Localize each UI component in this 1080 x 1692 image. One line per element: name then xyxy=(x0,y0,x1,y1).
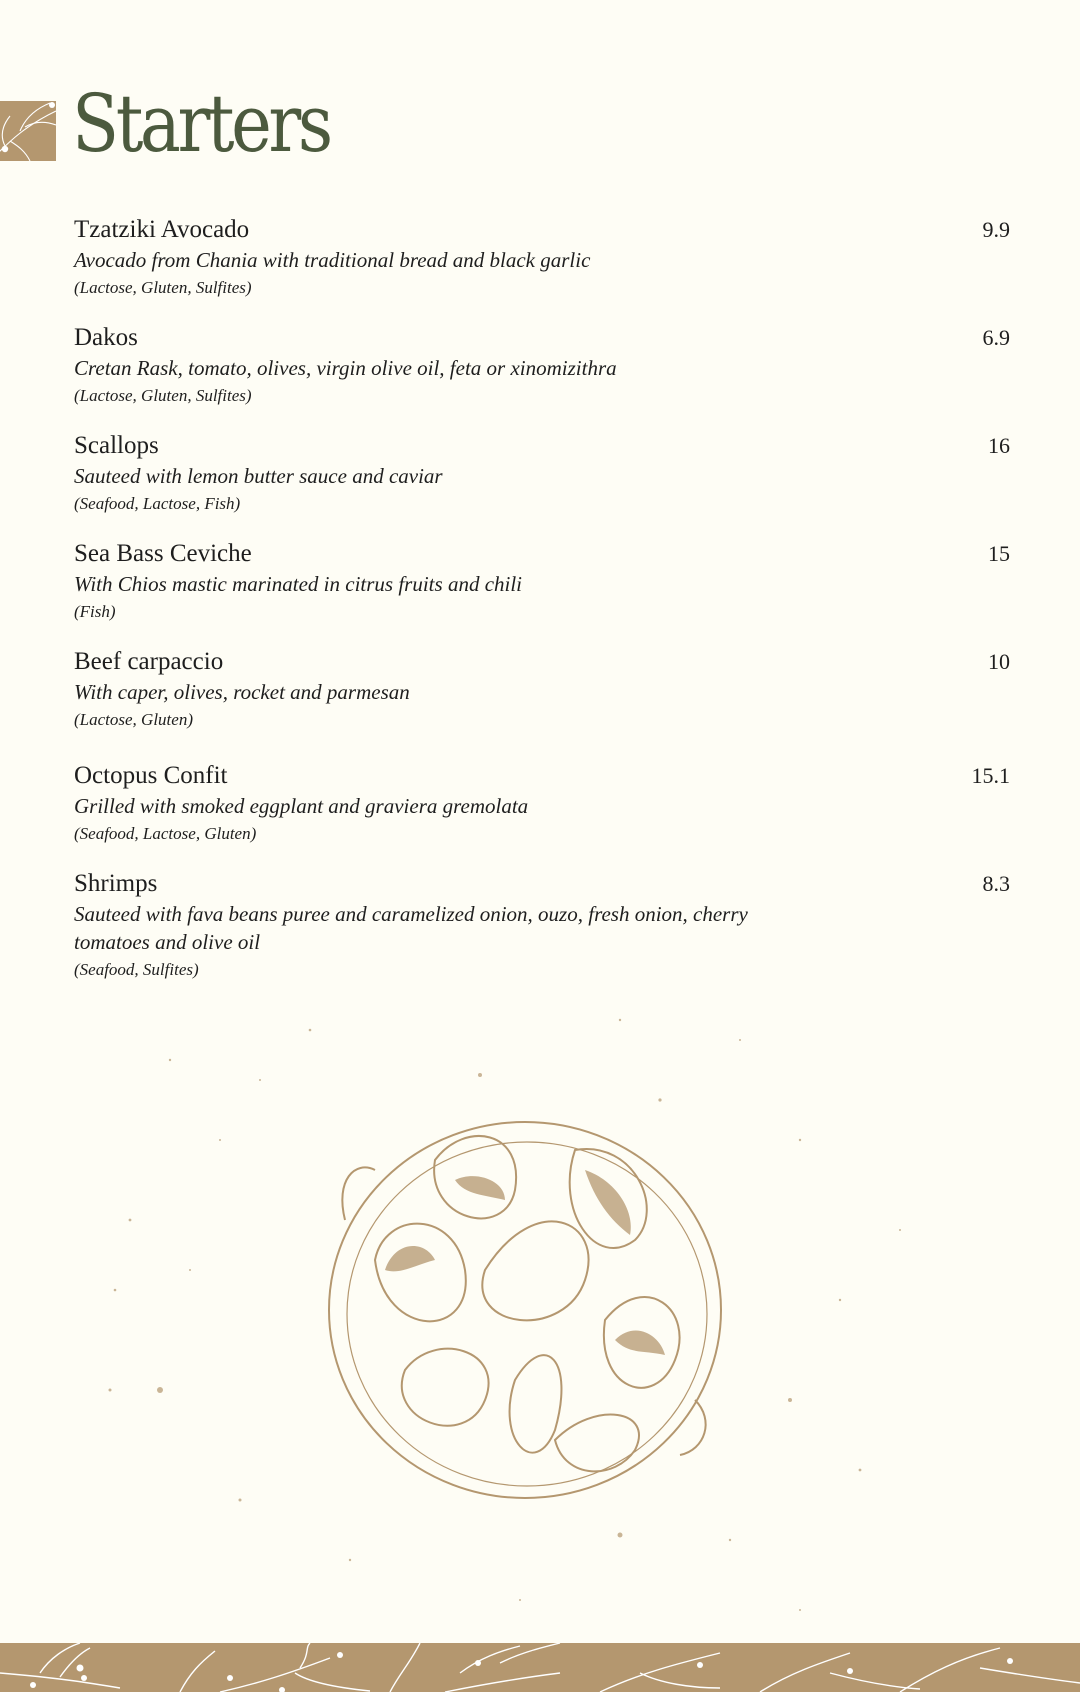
item-name: Beef carpaccio xyxy=(74,648,224,675)
menu-item xyxy=(74,214,1010,322)
item-description: Avocado from Chania with traditional bread and black garlic xyxy=(74,248,591,272)
item-description: Grilled with smoked eggplant and graviera gremolata xyxy=(74,794,529,818)
item-allergens: (Lactose, Gluten, Sulfites) xyxy=(74,278,252,297)
item-name: Shrimps xyxy=(74,870,158,897)
item-price: 8.3 xyxy=(982,871,1010,896)
item-name: Scallops xyxy=(74,432,159,459)
menu-item xyxy=(74,430,1010,538)
item-name: Tzatziki Avocado xyxy=(74,216,250,243)
menu-item xyxy=(74,538,1010,646)
footer-leaf-band xyxy=(0,1643,1080,1692)
menu-item xyxy=(74,322,1010,430)
item-description: With Chios mastic marinated in citrus fruits and chili xyxy=(74,572,523,596)
page-title: Starters xyxy=(72,77,330,170)
item-description: Sauteed with fava beans puree and caramelized onion, ouzo, fresh onion, cherry tomatoes and olive oil xyxy=(74,902,748,954)
item-name: Sea Bass Ceviche xyxy=(74,540,252,567)
item-price: 9.9 xyxy=(982,217,1010,242)
item-price: 15 xyxy=(988,541,1010,566)
item-name: Dakos xyxy=(74,324,138,351)
menu-item xyxy=(74,646,1010,760)
item-allergens: (Seafood, Lactose, Fish) xyxy=(74,494,241,513)
item-allergens: (Seafood, Lactose, Gluten) xyxy=(74,824,257,843)
item-allergens: (Seafood, Sulfites) xyxy=(74,960,199,979)
item-price: 10 xyxy=(988,649,1010,674)
item-name: Octopus Confit xyxy=(74,762,228,789)
item-description: Sauteed with lemon butter sauce and caviar xyxy=(74,464,443,488)
leaf-branch-pattern xyxy=(0,1643,1080,1692)
item-description: With caper, olives, rocket and parmesan xyxy=(74,680,410,704)
item-allergens: (Lactose, Gluten, Sulfites) xyxy=(74,386,252,405)
leaf-branch-icon xyxy=(0,101,56,161)
mussels-pot-illustration xyxy=(315,1100,735,1520)
menu-item xyxy=(74,868,1010,983)
title-ornament xyxy=(0,101,56,161)
item-allergens: (Fish) xyxy=(74,602,116,621)
item-price: 15.1 xyxy=(971,763,1010,788)
menu-item xyxy=(74,760,1010,868)
item-allergens: (Lactose, Gluten) xyxy=(74,710,193,729)
item-description: Cretan Rask, tomato, olives, virgin olive oil, feta or xinomizithra xyxy=(74,356,617,380)
item-price: 6.9 xyxy=(982,325,1010,350)
item-price: 16 xyxy=(988,433,1010,458)
menu-list xyxy=(74,214,1010,983)
